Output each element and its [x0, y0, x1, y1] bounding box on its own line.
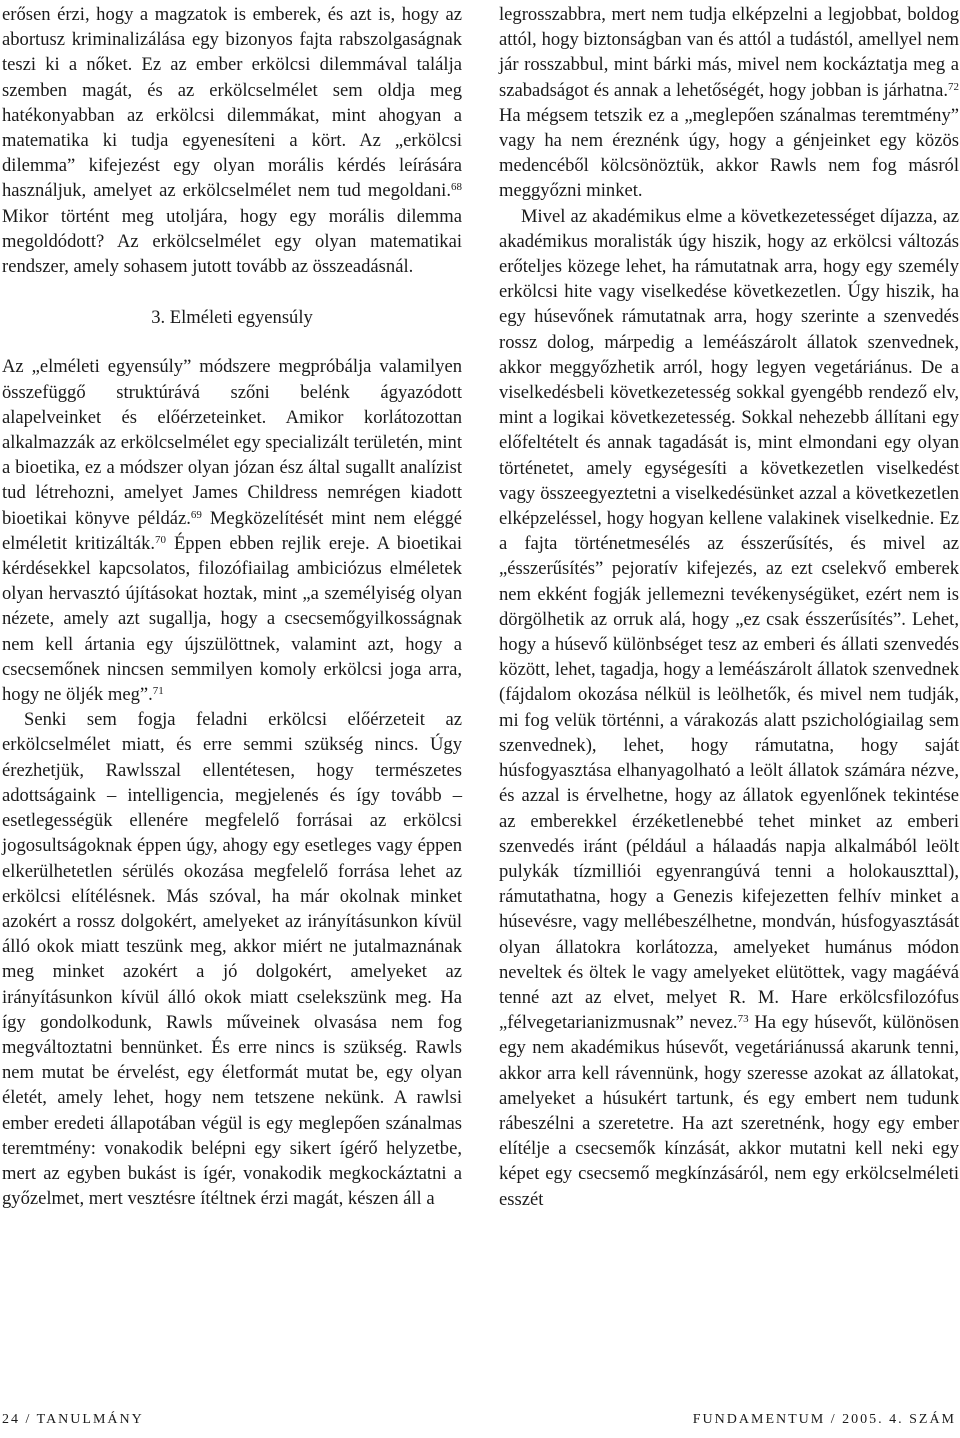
- paragraph-text: erősen érzi, hogy a magzatok is emberek, és azt is, hogy az abortusz kriminalizálása egy bizonyos fajta rabszolgaságnak teszi ki a nőket. Ez az ember erkölcsi dilemmával találja szemben magát, és az erkölcselmélet sem oldja meg hatékonyabban az erkölcsi dilemmákat, mint ahogyan a matematika ki tudja egyenesíteni a kört. Az „erkölcsi dilemma” kifejezést egy olyan morális kérdés leírására használjuk, amelyet az erkölcselmélet nem tud megoldani.: [2, 4, 462, 202]
- footnote-ref: 71: [152, 685, 164, 698]
- section-heading: 3. Elméleti egyensúly: [151, 307, 313, 329]
- paragraph-text: Az „elméleti egyensúly” módszere megpróbálja valamilyen összefüggő struktúrává szőni belénk ágyazódott alapelveinket és előérzeteinket. Amikor korlátozottan alkalmazzák az erkölcselmélet egy specializált területén, mint a bioetika, ez a módszer olyan józan ész által sugallt analízist tud létrehozni, amelyet James Childress nemrégen kiadott bioetikai könyve példáz.: [2, 356, 462, 529]
- paragraph-text: Senki sem fogja feladni erkölcsi előérzeteit az erkölcselmélet miatt, és erre semmi szükség nincs. Úgy érezhetjük, Rawlsszal ellentétesen, hogy természetes adottságaink – intelligencia, megjelenés és így tovább – esetlegességük ellenére megfelelő forrásai az erkölcsi jogosultságoknak éppen úgy, ahogy egy esetleges vagy éppen elkerülhetetlen sérülés okozása megfelelő forrása lehet az erkölcsi elítélésnek. Más szóval, ha már okolnak minket azokért a rossz dolgokért, amelyeket az irányításunkon kívül álló okok miatt teszünk meg, akkor miért ne jutalmaznának meg minket azokért a jó dolgokért, amelyeket az irányításunkon kívül álló okok miatt cselekszünk meg. Ha így gondolkodunk, Rawls műveinek olvasása nem fog megváltoztatni bennünket. És erre nincs is szükség. Rawls nem mutat be érvelést, egy életformát mutat be, egy olyan életét, amely lehet, hogy nem tetszene nekünk. A rawlsi ember eredeti állapotában végül is egy meglepően szánalmas teremtmény: vonakodik belépni egy sikert ígérő helyzetbe, mert az egyben bukást is ígér, vonakodik megkockáztatni a győzelmet, mert vesztésre ítéltnek érzi magát, készen áll a: [2, 709, 462, 1210]
- paragraph-text: Éppen ebben rejlik ereje. A bioetikai kérdésekkel kapcsolatos, filozófiailag ambiciózus elméletek olyan hervasztó újításokat hoztak, mint „a személyiség olyan nézete, amely azt sugallja, hogy a csecsemőgyilkosságnak nem kell ártania egy újszülöttnek, valamint azt, hogy a csecsemőnek nincsen semmilyen komoly erkölcsi joga arra, hogy ne öljék meg”.: [2, 532, 462, 706]
- footnote-ref: 68: [451, 181, 462, 194]
- paragraph-text: Ha egy húsevőt, különösen egy nem akadémikus húsevőt, vegetáriánussá akarunk tenni, akkor arra kell rávennünk, hogy szeresse azokat az állatokat, amelyeket a húsukért tartunk, és egy embert nem tudunk rábeszélni a szeretetre. Ha azt szeretnénk, hogy egy ember elítélje a csecsemők kínzását, akkor mutatni kell neki egy képet egy csecsemő megkínzásáról, nem egy erkölcselméleti esszét: [499, 1012, 959, 1210]
- right-column: [499, 2, 959, 1212]
- footer-section-label: 24 / TANULMÁNY: [2, 1412, 144, 1427]
- footnote-ref: 70: [155, 533, 167, 546]
- left-column: [2, 2, 462, 1211]
- body-paragraph: [2, 707, 462, 1211]
- footnote-ref: 73: [737, 1013, 749, 1026]
- footnote-ref: 69: [190, 508, 202, 521]
- paragraph-text: legrosszabbra, mert nem tudja elképzelni a legjobbat, boldog attól, hogy biztonságban van és attól a tudástól, amellyel nem jár rosszabbul, mint bárki más, mivel nem kockáztatja meg a szabadságot és annak a lehetőségét, hogy jobban is járhatna.: [499, 4, 959, 101]
- body-paragraph: [2, 2, 462, 279]
- paragraph-text: Mivel az akadémikus elme a következetességet díjazza, az akadémikus moralisták úgy hiszik, hogy az erkölcsi változás erőteljes közege lehet, ha rámutatnak arra, hogy egy személy erkölcsi hite vagy viselkedése következetlen. Úgy hiszik, ha egy húsevőnek rámutatnak arra, hogy szerinte a szenvedés rossz dolog, márpedig a leméászárolt állatok szenvednek, akkor meggyőzhetik arról, hogy legyen vegetáriánus. De a viselkedésbeli következetesség sokkal gyengébb rendező elv, mint a logikai következetesség. Sokkal nehezebb állítani egy előfeltételt és annak tagadását is, mint elmondani egy olyan történetet, amely egységesíti a következetlen viselkedést vagy összeegyeztetni a viselkedésünket azzal a következetlen elképzeléssel, hogy hogyan kellene valakinek viselkednie. Ez a fajta történetmesélés az ésszerűsítés, és mivel az „ésszerűsítés” pejoratív kifejezés, az ezt cselekvő emberek nem ekként fogják jellemezni tevékenységüket, ezért nem is dörgölhetik az orruk alá, hogy „ez csak ésszerűsítés”. Lehet, hogy a húsevő különbséget tesz az emberi és állati szenvedés között, lehet, tagadja, hogy a leméászárolt állatok szenvednek (fájdalom okozása nélkül is leölhetők, és mivel nem tudják, mi fog velük történni, a várakozás alatt pszichológiailag sem szenvednek), lehet, hogy rámutatna, hogy saját húsfogyasztása elhanyagolható a leölt állatok számára nézve, és azzal is érvelhetne, hogy az állatok egyenlőnek tekintése az emberekkel érzéketlenebbé tehet minket az emberi szenvedés iránt (például a hálaadás napja alkalmából leölt pulykák tízmilliói egyenrangúvá tenni a holokauszttal), rámutathatna, hogy a Genezis kifejezetten felhív minket a húsevésre, vagy mellébeszélhetne, mondván, húsfogyasztását olyan állatokra korlátozza, amelyeket humánus módon neveltek és öltek le vagy amelyeket elütöttek, vagy magáévá tenné azt az elvet, melyet R. M. Hare erkölcsfilozófus „félvegetarianizmusnak” nevez.: [499, 205, 959, 1034]
- body-paragraph: [499, 204, 959, 1212]
- body-paragraph: [2, 354, 462, 707]
- paragraph-text: Megközelítését mint nem eléggé elméletit kritizálták.: [2, 507, 462, 554]
- paragraph-text: Ha mégsem tetszik ez a „meglepően szánalmas teremtmény” vagy ha nem éreznénk úgy, hogy a génjeinket egy közös medencéből kölcsönöztük, akkor Rawls nem fog másról meggyőzni minket.: [499, 104, 959, 202]
- paragraph-text: Mikor történt meg utoljára, hogy egy morális dilemma megoldódott? Az erkölcselmélet egy olyan matematikai rendszer, amely sohasem jutott tovább az összeadásnál.: [2, 205, 462, 278]
- footnote-ref: 72: [948, 80, 959, 93]
- footer-journal-label: FUNDAMENTUM / 2005. 4. SZÁM: [692, 1412, 956, 1427]
- body-paragraph: [499, 2, 959, 204]
